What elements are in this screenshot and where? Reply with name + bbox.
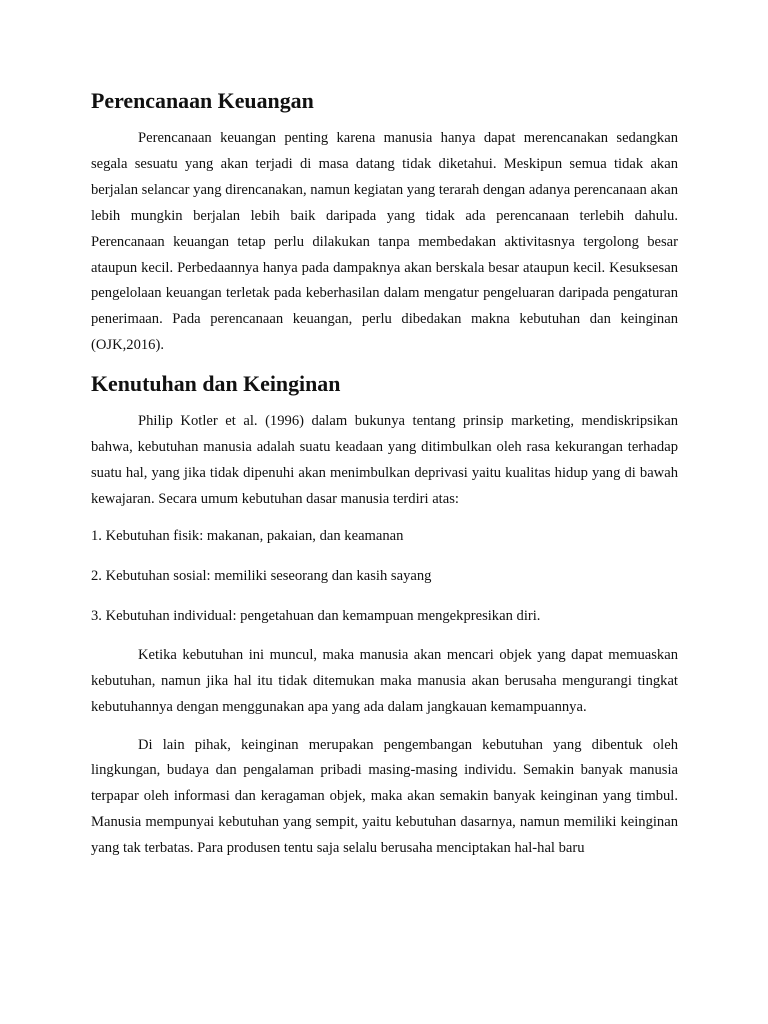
spacer [91,629,678,643]
list-item-individual: 3. Kebutuhan individual: pengetahuan dan kemampuan mengekpresikan diri. [91,607,541,624]
spacer [91,721,678,733]
spacer [91,397,678,409]
paragraph-ketika: Ketika kebutuhan ini muncul, maka manusia akan mencari objek yang dapat memuaskan kebutuhan, namun jika hal itu tidak ditemukan maka manusia akan berusaha mengurangi tingkat kebutuhannya dengan menggunakan apa yang ada dalam jangkauan kemampuannya. [91,646,678,715]
spacer [91,549,678,563]
document-page [91,88,678,862]
spacer [91,114,678,126]
spacer [91,513,678,523]
paragraph-kotler: Philip Kotler et al. (1996) dalam bukunya tentang prinsip marketing, mendiskripsikan bahwa, kebutuhan manusia adalah suatu keadaan yang ditimbulkan oleh rasa kekurangan terhadap suatu hal, yang jika tidak dipenuhi akan menimbulkan deprivasi yaitu kualitas hidup yang di bawah kewajaran. Secara umum kebutuhan dasar manusia terdiri atas: [91,413,678,507]
spacer [91,589,678,603]
list-item-sosial: 2. Kebutuhan sosial: memiliki seseorang dan kasih sayang [91,567,432,584]
list-item-fisik: 1. Kebutuhan fisik: makanan, pakaian, dan keamanan [91,527,404,544]
paragraph-keinginan: Di lain pihak, keinginan merupakan pengembangan kebutuhan yang dibentuk oleh lingkungan, budaya dan pengalaman pribadi masing-masing individu. Semakin banyak manusia terpapar oleh informasi dan keragaman objek, maka akan semakin banyak keinginan yang timbul. Manusia mempunyai kebutuhan yang sempit, yaitu kebutuhan dasarnya, namun memiliki keinginan yang tak terbatas. Para produsen tentu saja selalu berusaha menciptakan hal-hal baru [91,736,678,857]
paragraph-perencanaan: Perencanaan keuangan penting karena manusia hanya dapat merencanakan sedangkan segala sesuatu yang akan terjadi di masa datang tidak diketahui. Meskipun semua tidak akan berjalan selancar yang direncanakan, namun kegiatan yang terarah dengan adanya perencanaan akan lebih mungkin berjalan lebih baik daripada yang tidak ada perencanaan terlebih dahulu. Perencanaan keuangan tetap perlu dilakukan tanpa membedakan aktivitasnya tergolong besar ataupun kecil. Perbedaannya hanya pada dampaknya akan berskala besar ataupun kecil. Kesuksesan pengelolaan keuangan terletak pada keberhasilan dalam mengatur pengeluaran daripada pengaturan penerimaan. Pada perencanaan keuangan, perlu dibedakan makna kebutuhan dan keinginan (OJK,2016). [91,130,678,354]
section-heading-perencanaan: Perencanaan Keuangan [91,88,314,113]
spacer [91,359,678,371]
section-heading-kebutuhan: Kenutuhan dan Keinginan [91,371,341,397]
